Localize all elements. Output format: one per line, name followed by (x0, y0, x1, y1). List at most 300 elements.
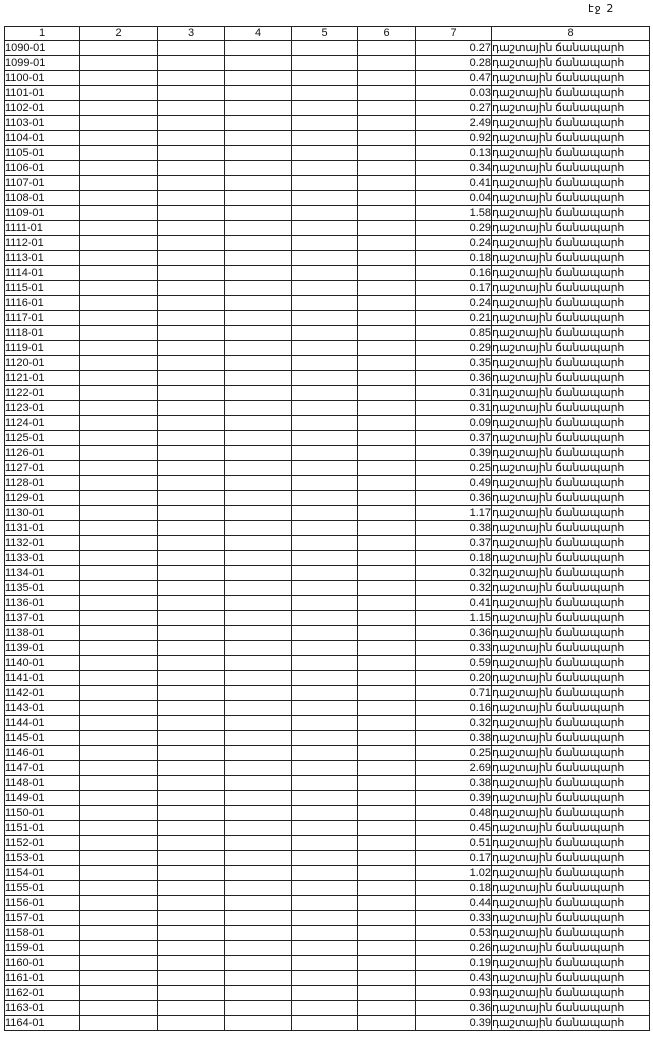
empty-cell (358, 326, 416, 341)
empty-cell (358, 911, 416, 926)
empty-cell (225, 821, 292, 836)
land-register-table (4, 26, 650, 1031)
table-row (5, 491, 650, 506)
parcel-code-cell: 1160-01 (5, 956, 80, 971)
purpose-cell: դաշտային ճանապարհ (492, 1001, 650, 1016)
area-cell: 0.24 (416, 296, 492, 311)
table-row (5, 956, 650, 971)
table-row (5, 986, 650, 1001)
purpose-cell: դաշտային ճանապարհ (492, 311, 650, 326)
empty-cell (292, 836, 358, 851)
table-row (5, 851, 650, 866)
empty-cell (225, 626, 292, 641)
parcel-code-cell: 1125-01 (5, 431, 80, 446)
purpose-cell: դաշտային ճանապարհ (492, 866, 650, 881)
parcel-code-cell: 1090-01 (5, 41, 80, 56)
empty-cell (358, 356, 416, 371)
empty-cell (80, 431, 158, 446)
empty-cell (292, 656, 358, 671)
table-row (5, 371, 650, 386)
area-cell: 0.35 (416, 356, 492, 371)
purpose-cell: դաշտային ճանապարհ (492, 206, 650, 221)
purpose-cell: դաշտային ճանապարհ (492, 266, 650, 281)
empty-cell (158, 56, 225, 71)
empty-cell (158, 716, 225, 731)
empty-cell (292, 296, 358, 311)
empty-cell (225, 581, 292, 596)
empty-cell (292, 761, 358, 776)
empty-cell (80, 911, 158, 926)
area-cell: 0.37 (416, 431, 492, 446)
purpose-cell: դաշտային ճանապարհ (492, 926, 650, 941)
empty-cell (80, 446, 158, 461)
empty-cell (292, 356, 358, 371)
empty-cell (225, 956, 292, 971)
table-row (5, 266, 650, 281)
area-cell: 0.93 (416, 986, 492, 1001)
parcel-code-cell: 1103-01 (5, 116, 80, 131)
empty-cell (158, 566, 225, 581)
empty-cell (292, 956, 358, 971)
empty-cell (358, 716, 416, 731)
empty-cell (80, 461, 158, 476)
empty-cell (158, 266, 225, 281)
empty-cell (80, 776, 158, 791)
empty-cell (358, 476, 416, 491)
purpose-cell: դաշտային ճանապարհ (492, 806, 650, 821)
area-cell: 0.41 (416, 596, 492, 611)
parcel-code-cell: 1136-01 (5, 596, 80, 611)
empty-cell (292, 791, 358, 806)
table-row (5, 701, 650, 716)
empty-cell (158, 866, 225, 881)
empty-cell (225, 926, 292, 941)
empty-cell (80, 971, 158, 986)
empty-cell (225, 611, 292, 626)
parcel-code-cell: 1157-01 (5, 911, 80, 926)
purpose-cell: դաշտային ճանապարհ (492, 326, 650, 341)
table-row (5, 656, 650, 671)
purpose-cell: դաշտային ճանապարհ (492, 71, 650, 86)
empty-cell (292, 1001, 358, 1016)
empty-cell (292, 416, 358, 431)
empty-cell (158, 836, 225, 851)
empty-cell (158, 611, 225, 626)
parcel-code-cell: 1105-01 (5, 146, 80, 161)
empty-cell (225, 896, 292, 911)
table-row (5, 1016, 650, 1031)
table-row (5, 221, 650, 236)
empty-cell (225, 986, 292, 1001)
empty-cell (80, 506, 158, 521)
area-cell: 0.26 (416, 941, 492, 956)
area-cell: 0.53 (416, 926, 492, 941)
area-cell: 0.43 (416, 971, 492, 986)
table-row (5, 926, 650, 941)
purpose-cell: դաշտային ճանապարհ (492, 911, 650, 926)
area-cell: 0.04 (416, 191, 492, 206)
table-row (5, 1001, 650, 1016)
empty-cell (358, 236, 416, 251)
area-cell: 0.41 (416, 176, 492, 191)
page-number: էջ 2 (588, 2, 615, 15)
table-row (5, 866, 650, 881)
table-row (5, 341, 650, 356)
empty-cell (358, 86, 416, 101)
area-cell: 0.51 (416, 836, 492, 851)
area-cell: 1.58 (416, 206, 492, 221)
table-row (5, 896, 650, 911)
empty-cell (292, 446, 358, 461)
purpose-cell: դաշտային ճանապարհ (492, 296, 650, 311)
empty-cell (358, 776, 416, 791)
empty-cell (292, 746, 358, 761)
area-cell: 0.37 (416, 536, 492, 551)
empty-cell (358, 251, 416, 266)
purpose-cell: դաշտային ճանապարհ (492, 821, 650, 836)
area-cell: 0.32 (416, 581, 492, 596)
empty-cell (80, 551, 158, 566)
parcel-code-cell: 1124-01 (5, 416, 80, 431)
purpose-cell: դաշտային ճանապարհ (492, 701, 650, 716)
empty-cell (358, 791, 416, 806)
empty-cell (292, 506, 358, 521)
table-row (5, 536, 650, 551)
parcel-code-cell: 1131-01 (5, 521, 80, 536)
empty-cell (158, 506, 225, 521)
area-cell: 0.36 (416, 626, 492, 641)
empty-cell (358, 866, 416, 881)
purpose-cell: դաշտային ճանապարհ (492, 851, 650, 866)
empty-cell (225, 431, 292, 446)
empty-cell (80, 881, 158, 896)
empty-cell (225, 941, 292, 956)
empty-cell (358, 731, 416, 746)
empty-cell (158, 971, 225, 986)
empty-cell (158, 956, 225, 971)
area-cell: 0.48 (416, 806, 492, 821)
empty-cell (358, 116, 416, 131)
empty-cell (358, 581, 416, 596)
empty-cell (80, 386, 158, 401)
empty-cell (158, 401, 225, 416)
area-cell: 0.32 (416, 716, 492, 731)
empty-cell (158, 251, 225, 266)
empty-cell (292, 716, 358, 731)
empty-cell (80, 836, 158, 851)
purpose-cell: դաշտային ճանապարհ (492, 491, 650, 506)
empty-cell (225, 746, 292, 761)
empty-cell (158, 101, 225, 116)
area-cell: 0.92 (416, 131, 492, 146)
empty-cell (158, 821, 225, 836)
empty-cell (158, 671, 225, 686)
empty-cell (292, 71, 358, 86)
empty-cell (358, 491, 416, 506)
empty-cell (358, 1001, 416, 1016)
empty-cell (292, 806, 358, 821)
empty-cell (158, 41, 225, 56)
empty-cell (225, 176, 292, 191)
empty-cell (225, 446, 292, 461)
empty-cell (80, 686, 158, 701)
parcel-code-cell: 1137-01 (5, 611, 80, 626)
empty-cell (80, 521, 158, 536)
parcel-code-cell: 1116-01 (5, 296, 80, 311)
empty-cell (225, 281, 292, 296)
table-row (5, 431, 650, 446)
empty-cell (158, 761, 225, 776)
empty-cell (225, 851, 292, 866)
area-cell: 0.09 (416, 416, 492, 431)
empty-cell (358, 986, 416, 1001)
purpose-cell: դաշտային ճանապարհ (492, 776, 650, 791)
table-row (5, 521, 650, 536)
empty-cell (292, 266, 358, 281)
purpose-cell: դաշտային ճանապարհ (492, 281, 650, 296)
empty-cell (292, 986, 358, 1001)
empty-cell (158, 536, 225, 551)
purpose-cell: դաշտային ճանապարհ (492, 596, 650, 611)
header-cell: 6 (358, 27, 416, 41)
empty-cell (292, 596, 358, 611)
parcel-code-cell: 1161-01 (5, 971, 80, 986)
table-row (5, 641, 650, 656)
empty-cell (158, 731, 225, 746)
empty-cell (292, 551, 358, 566)
purpose-cell: դաշտային ճանապարհ (492, 101, 650, 116)
empty-cell (225, 236, 292, 251)
parcel-code-cell: 1164-01 (5, 1016, 80, 1031)
empty-cell (292, 341, 358, 356)
empty-cell (358, 881, 416, 896)
header-cell: 4 (225, 27, 292, 41)
area-cell: 0.85 (416, 326, 492, 341)
table-row (5, 836, 650, 851)
empty-cell (80, 71, 158, 86)
empty-cell (358, 806, 416, 821)
empty-cell (292, 581, 358, 596)
area-cell: 0.16 (416, 266, 492, 281)
parcel-code-cell: 1100-01 (5, 71, 80, 86)
empty-cell (225, 341, 292, 356)
empty-cell (158, 1001, 225, 1016)
empty-cell (358, 296, 416, 311)
parcel-code-cell: 1112-01 (5, 236, 80, 251)
empty-cell (292, 851, 358, 866)
empty-cell (225, 191, 292, 206)
empty-cell (80, 536, 158, 551)
empty-cell (358, 341, 416, 356)
empty-cell (358, 641, 416, 656)
empty-cell (158, 446, 225, 461)
empty-cell (158, 626, 225, 641)
parcel-code-cell: 1146-01 (5, 746, 80, 761)
empty-cell (358, 596, 416, 611)
empty-cell (158, 416, 225, 431)
purpose-cell: դաշտային ճանապարհ (492, 446, 650, 461)
empty-cell (80, 671, 158, 686)
empty-cell (358, 941, 416, 956)
area-cell: 0.39 (416, 791, 492, 806)
table-row (5, 686, 650, 701)
parcel-code-cell: 1123-01 (5, 401, 80, 416)
empty-cell (80, 131, 158, 146)
empty-cell (225, 641, 292, 656)
empty-cell (225, 86, 292, 101)
purpose-cell: դաշտային ճանապարհ (492, 971, 650, 986)
purpose-cell: դաշտային ճանապարհ (492, 86, 650, 101)
empty-cell (292, 431, 358, 446)
empty-cell (225, 701, 292, 716)
empty-cell (292, 206, 358, 221)
area-cell: 0.16 (416, 701, 492, 716)
empty-cell (225, 1016, 292, 1031)
purpose-cell: դաշտային ճանապարհ (492, 746, 650, 761)
purpose-cell: դաշտային ճանապարհ (492, 731, 650, 746)
empty-cell (225, 971, 292, 986)
empty-cell (292, 776, 358, 791)
empty-cell (158, 356, 225, 371)
table-row (5, 806, 650, 821)
empty-cell (358, 536, 416, 551)
parcel-code-cell: 1099-01 (5, 56, 80, 71)
empty-cell (80, 311, 158, 326)
empty-cell (158, 881, 225, 896)
parcel-code-cell: 1151-01 (5, 821, 80, 836)
empty-cell (225, 371, 292, 386)
empty-cell (80, 806, 158, 821)
purpose-cell: դաշտային ճանապարհ (492, 836, 650, 851)
empty-cell (358, 701, 416, 716)
empty-cell (80, 851, 158, 866)
area-cell: 0.17 (416, 851, 492, 866)
empty-cell (80, 191, 158, 206)
empty-cell (225, 266, 292, 281)
empty-cell (225, 716, 292, 731)
empty-cell (158, 116, 225, 131)
parcel-code-cell: 1118-01 (5, 326, 80, 341)
area-cell: 0.29 (416, 341, 492, 356)
empty-cell (358, 101, 416, 116)
empty-cell (292, 401, 358, 416)
empty-cell (292, 641, 358, 656)
purpose-cell: դաշտային ճանապարհ (492, 236, 650, 251)
area-cell: 0.21 (416, 311, 492, 326)
empty-cell (292, 236, 358, 251)
purpose-cell: դաշտային ճանապարհ (492, 896, 650, 911)
empty-cell (158, 656, 225, 671)
area-cell: 0.27 (416, 41, 492, 56)
empty-cell (225, 791, 292, 806)
empty-cell (292, 911, 358, 926)
empty-cell (80, 821, 158, 836)
purpose-cell: դաշտային ճանապարհ (492, 506, 650, 521)
empty-cell (158, 641, 225, 656)
empty-cell (80, 641, 158, 656)
parcel-code-cell: 1126-01 (5, 446, 80, 461)
empty-cell (358, 56, 416, 71)
area-cell: 0.33 (416, 911, 492, 926)
table-row (5, 146, 650, 161)
purpose-cell: դաշտային ճանապարհ (492, 176, 650, 191)
table-row (5, 386, 650, 401)
empty-cell (292, 971, 358, 986)
empty-cell (225, 836, 292, 851)
empty-cell (358, 551, 416, 566)
table-row (5, 611, 650, 626)
empty-cell (158, 686, 225, 701)
area-cell: 0.47 (416, 71, 492, 86)
parcel-code-cell: 1163-01 (5, 1001, 80, 1016)
purpose-cell: դաշտային ճանապարհ (492, 251, 650, 266)
empty-cell (358, 191, 416, 206)
table-row (5, 746, 650, 761)
area-cell: 0.45 (416, 821, 492, 836)
empty-cell (158, 521, 225, 536)
empty-cell (292, 371, 358, 386)
parcel-code-cell: 1145-01 (5, 731, 80, 746)
header-cell: 5 (292, 27, 358, 41)
empty-cell (80, 596, 158, 611)
empty-cell (80, 1001, 158, 1016)
parcel-code-cell: 1156-01 (5, 896, 80, 911)
empty-cell (358, 521, 416, 536)
purpose-cell: դաշտային ճանապարհ (492, 641, 650, 656)
area-cell: 0.03 (416, 86, 492, 101)
parcel-code-cell: 1127-01 (5, 461, 80, 476)
parcel-code-cell: 1128-01 (5, 476, 80, 491)
purpose-cell: դաշտային ճանապարհ (492, 716, 650, 731)
empty-cell (292, 521, 358, 536)
empty-cell (158, 491, 225, 506)
table-row (5, 356, 650, 371)
purpose-cell: դաշտային ճանապարհ (492, 986, 650, 1001)
table-row (5, 626, 650, 641)
empty-cell (80, 176, 158, 191)
parcel-code-cell: 1144-01 (5, 716, 80, 731)
empty-cell (80, 896, 158, 911)
table-row (5, 446, 650, 461)
area-cell: 0.38 (416, 776, 492, 791)
parcel-code-cell: 1109-01 (5, 206, 80, 221)
parcel-code-cell: 1119-01 (5, 341, 80, 356)
parcel-code-cell: 1155-01 (5, 881, 80, 896)
table-row (5, 581, 650, 596)
purpose-cell: դաշտային ճանապարհ (492, 386, 650, 401)
empty-cell (358, 41, 416, 56)
empty-cell (292, 311, 358, 326)
empty-cell (158, 341, 225, 356)
empty-cell (225, 386, 292, 401)
area-cell: 0.71 (416, 686, 492, 701)
empty-cell (358, 221, 416, 236)
empty-cell (80, 941, 158, 956)
parcel-code-cell: 1162-01 (5, 986, 80, 1001)
parcel-code-cell: 1113-01 (5, 251, 80, 266)
empty-cell (80, 161, 158, 176)
empty-cell (358, 626, 416, 641)
area-cell: 0.39 (416, 1016, 492, 1031)
table-row (5, 176, 650, 191)
parcel-code-cell: 1111-01 (5, 221, 80, 236)
area-cell: 0.28 (416, 56, 492, 71)
parcel-code-cell: 1152-01 (5, 836, 80, 851)
table-row (5, 476, 650, 491)
empty-cell (225, 146, 292, 161)
empty-cell (158, 86, 225, 101)
empty-cell (358, 956, 416, 971)
